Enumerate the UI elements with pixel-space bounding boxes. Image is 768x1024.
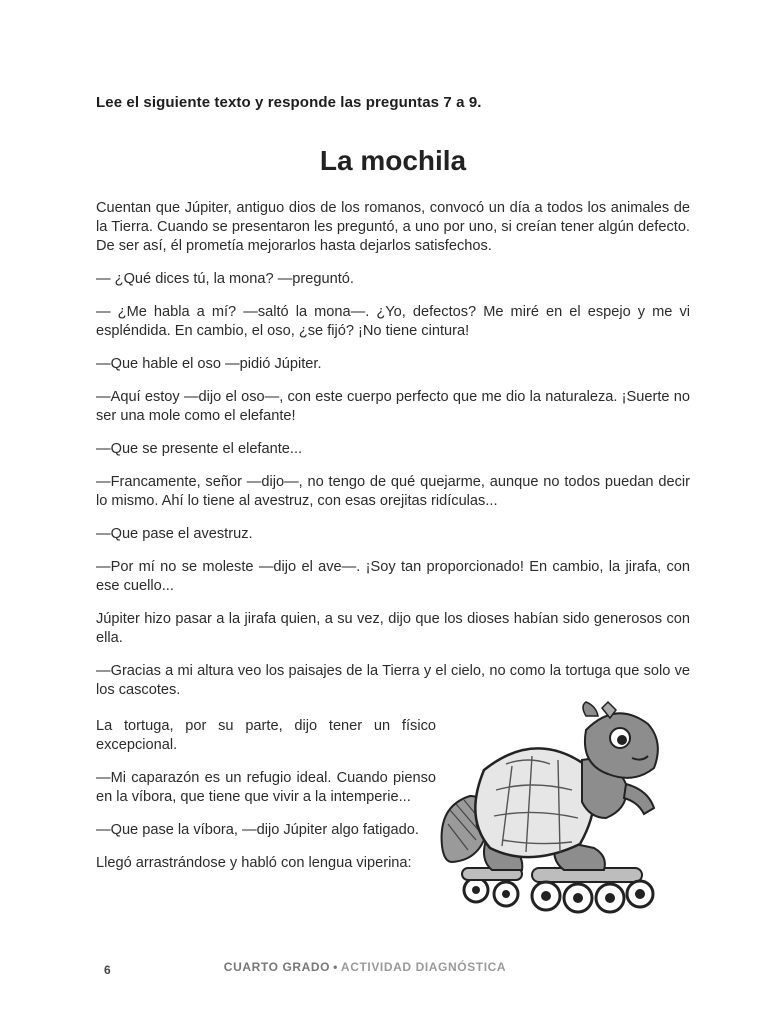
paragraph: —Mi caparazón es un refugio ideal. Cuando pienso en la víbora, que tiene que vivir a la intemperie... <box>96 770 436 805</box>
paragraph: — ¿Qué dices tú, la mona? —preguntó. <box>96 271 354 287</box>
paragraph: Júpiter hizo pasar a la jirafa quien, a su vez, dijo que los dioses habían sido generosos con ella. <box>96 611 690 646</box>
footer-separator: • <box>333 960 338 974</box>
footer-grade: CUARTO GRADO <box>223 960 331 974</box>
footer-label <box>0 960 730 974</box>
story-title: La mochila <box>319 145 467 176</box>
paragraph: —Que se presente el elefante... <box>96 441 303 457</box>
paragraph: —Que pase el avestruz. <box>96 526 253 542</box>
story-body <box>96 199 690 714</box>
paragraph: —Por mí no se moleste —dijo el ave—. ¡Soy tan proporcionado! En cambio, la jirafa, con ese cuello... <box>96 559 690 594</box>
paragraph: —Que hable el oso —pidió Júpiter. <box>96 356 322 372</box>
paragraph: —Que pase la víbora, —dijo Júpiter algo fatigado. <box>96 822 419 838</box>
paragraph: —Francamente, señor —dijo—, no tengo de qué quejarme, aunque no todos puedan decir lo mismo. Ahí lo tiene al avestruz, con esas orejitas ridículas... <box>96 474 690 509</box>
paragraph: Cuentan que Júpiter, antiguo dios de los romanos, convocó un día a todos los animales de la Tierra. Cuando se presentaron les preguntó, a uno por uno, si creían tener algún defecto. De ser así, él prometía mejorarlos hasta dejarlos satisfechos. <box>96 200 690 254</box>
turtle-illustration-icon <box>436 700 668 922</box>
story-body-beside-illustration <box>96 717 436 887</box>
paragraph: —Gracias a mi altura veo los paisajes de la Tierra y el cielo, no como la tortuga que solo ve los cascotes. <box>96 663 690 698</box>
paragraph: Llegó arrastrándose y habló con lengua viperina: <box>96 855 412 871</box>
instruction-text: Lee el siguiente texto y responde las preguntas 7 a 9. <box>96 94 482 111</box>
paragraph: —Aquí estoy —dijo el oso—, con este cuerpo perfecto que me dio la naturaleza. ¡Suerte no ser una mole como el elefante! <box>96 389 690 424</box>
paragraph: La tortuga, por su parte, dijo tener un físico excepcional. <box>96 718 436 753</box>
footer-subtitle: ACTIVIDAD DIAGNÓSTICA <box>340 960 507 974</box>
page-number: 6 <box>104 963 111 977</box>
paragraph: — ¿Me habla a mí? —saltó la mona—. ¿Yo, defectos? Me miré en el espejo y me vi espléndida. En cambio, el oso, ¿se fijó? ¡No tiene cintura! <box>96 304 690 339</box>
